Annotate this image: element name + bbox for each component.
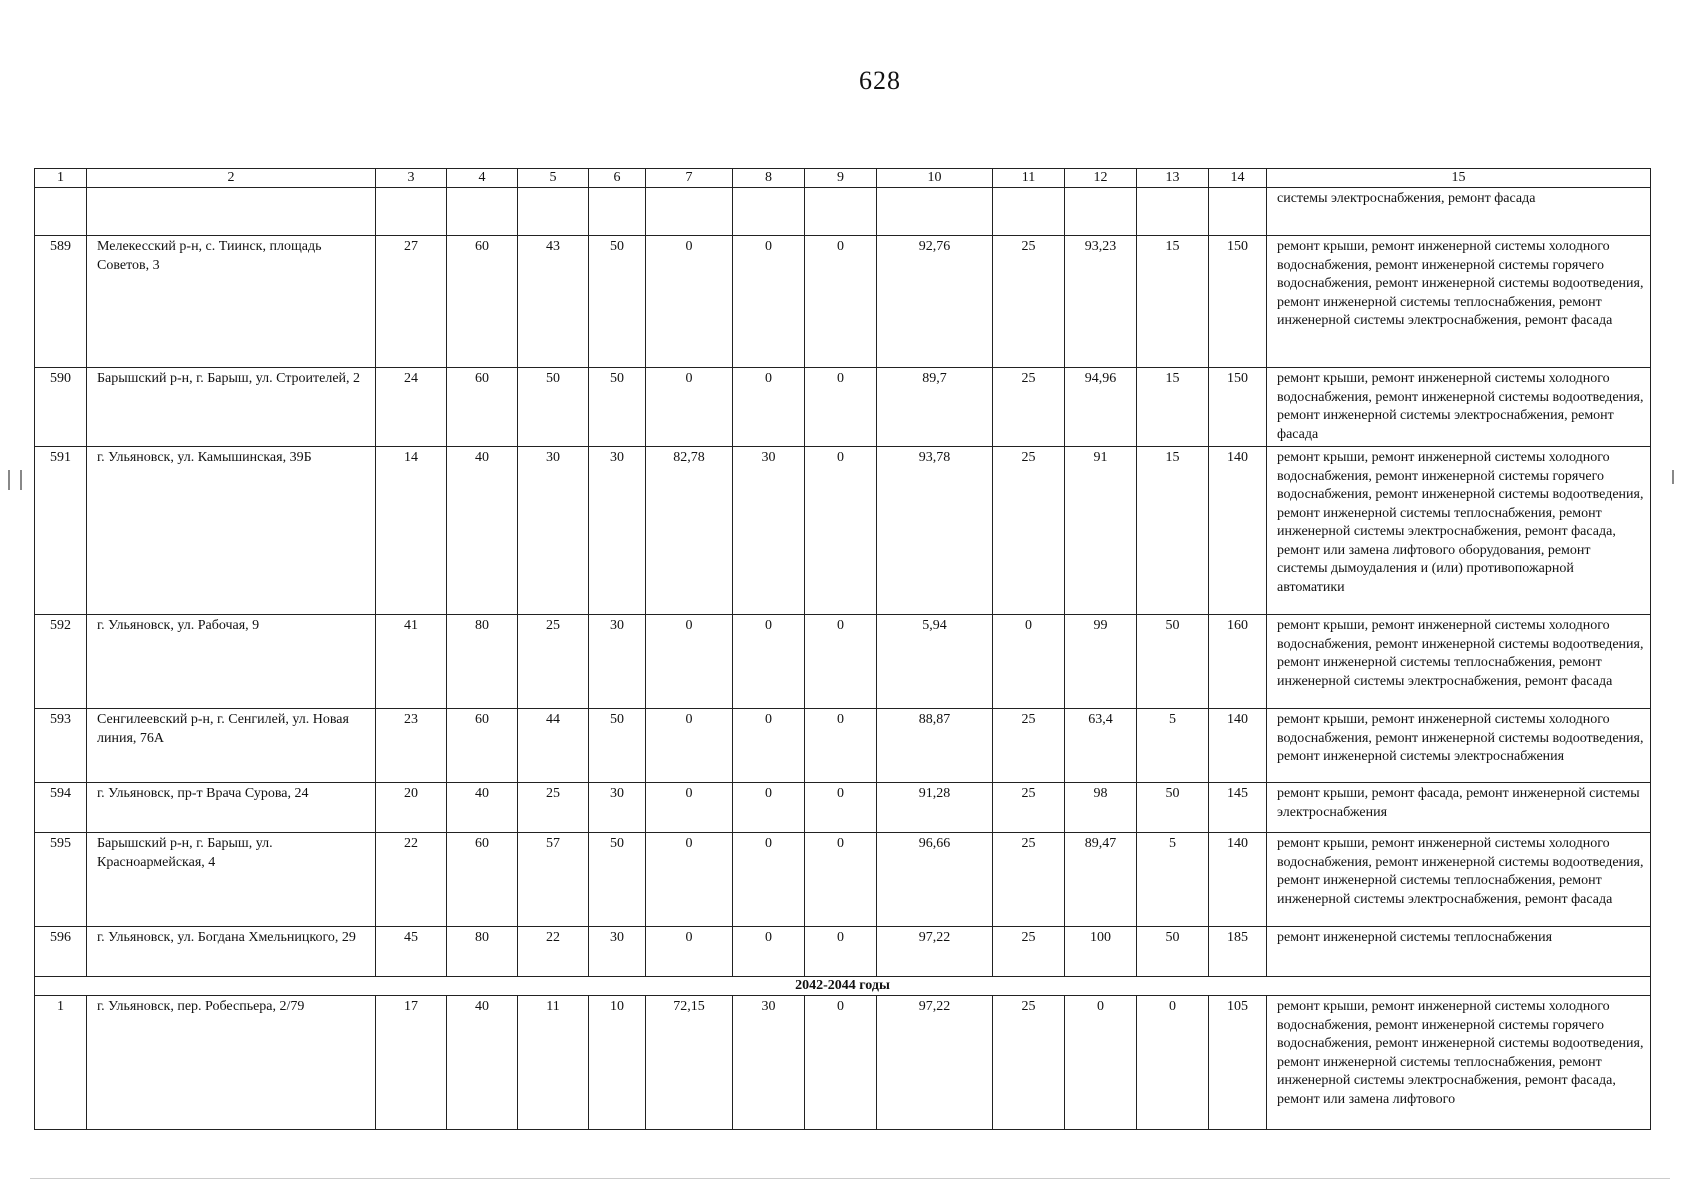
value-cell: 0 bbox=[646, 783, 733, 833]
address-cell: г. Ульяновск, ул. Камышинская, 39Б bbox=[87, 447, 376, 615]
value-cell: 25 bbox=[993, 236, 1065, 368]
value-cell: 50 bbox=[589, 236, 646, 368]
value-cell: 93,78 bbox=[877, 447, 993, 615]
row-number-cell: 592 bbox=[35, 615, 87, 709]
address-cell: г. Ульяновск, пер. Робеспьера, 2/79 bbox=[87, 996, 376, 1130]
column-header: 1 bbox=[35, 169, 87, 188]
row-number-cell: 594 bbox=[35, 783, 87, 833]
value-cell: 43 bbox=[518, 236, 589, 368]
section-row bbox=[35, 977, 1651, 996]
value-cell: 50 bbox=[518, 368, 589, 447]
value-cell: 30 bbox=[589, 927, 646, 977]
continuation-works-cell: системы электроснабжения, ремонт фасада bbox=[1267, 188, 1651, 236]
value-cell: 25 bbox=[993, 368, 1065, 447]
value-cell: 0 bbox=[646, 615, 733, 709]
table-row bbox=[35, 833, 1651, 927]
value-cell: 40 bbox=[447, 783, 518, 833]
value-cell: 30 bbox=[733, 447, 805, 615]
value-cell: 40 bbox=[447, 996, 518, 1130]
address-cell: Барышский р-н, г. Барыш, ул. Строителей, 2 bbox=[87, 368, 376, 447]
column-header: 11 bbox=[993, 169, 1065, 188]
value-cell: 14 bbox=[376, 447, 447, 615]
column-header: 5 bbox=[518, 169, 589, 188]
column-header: 12 bbox=[1065, 169, 1137, 188]
value-cell: 15 bbox=[1137, 236, 1209, 368]
value-cell: 0 bbox=[733, 709, 805, 783]
value-cell: 94,96 bbox=[1065, 368, 1137, 447]
row-number-cell: 591 bbox=[35, 447, 87, 615]
value-cell: 50 bbox=[1137, 615, 1209, 709]
value-cell: 25 bbox=[993, 783, 1065, 833]
value-cell: 80 bbox=[447, 927, 518, 977]
table-row bbox=[35, 709, 1651, 783]
value-cell: 92,76 bbox=[877, 236, 993, 368]
repair-register-table bbox=[34, 168, 1651, 1130]
value-cell: 5 bbox=[1137, 833, 1209, 927]
value-cell: 30 bbox=[733, 996, 805, 1130]
column-header: 13 bbox=[1137, 169, 1209, 188]
works-cell: ремонт крыши, ремонт инженерной системы холодного водоснабжения, ремонт инженерной системы горячего водоснабжения, ремонт инженерной системы водоотведения, ремонт инженерной системы теплоснабжения, ремонт инженерной системы электроснабжения, ремонт фасада, ремонт или замена лифтового оборудования, ремонт системы дымоудаления и (или) противопожарной автоматики bbox=[1267, 447, 1651, 615]
value-cell: 80 bbox=[447, 615, 518, 709]
value-cell: 30 bbox=[589, 447, 646, 615]
scan-mark bbox=[20, 470, 22, 490]
value-cell: 0 bbox=[733, 615, 805, 709]
section-title: 2042-2044 годы bbox=[35, 977, 1651, 996]
column-header: 10 bbox=[877, 169, 993, 188]
value-cell: 25 bbox=[993, 996, 1065, 1130]
works-cell: ремонт крыши, ремонт инженерной системы холодного водоснабжения, ремонт инженерной системы водоотведения, ремонт инженерной системы электроснабжения bbox=[1267, 709, 1651, 783]
value-cell: 27 bbox=[376, 236, 447, 368]
table-row bbox=[35, 615, 1651, 709]
value-cell: 0 bbox=[993, 615, 1065, 709]
value-cell: 0 bbox=[646, 368, 733, 447]
column-header: 4 bbox=[447, 169, 518, 188]
value-cell: 15 bbox=[1137, 447, 1209, 615]
value-cell: 5,94 bbox=[877, 615, 993, 709]
value-cell: 0 bbox=[805, 996, 877, 1130]
value-cell: 50 bbox=[589, 368, 646, 447]
row-number-cell: 596 bbox=[35, 927, 87, 977]
value-cell: 91 bbox=[1065, 447, 1137, 615]
value-cell: 185 bbox=[1209, 927, 1267, 977]
value-cell: 96,66 bbox=[877, 833, 993, 927]
works-cell: ремонт крыши, ремонт инженерной системы холодного водоснабжения, ремонт инженерной системы водоотведения, ремонт инженерной системы теплоснабжения, ремонт инженерной системы электроснабжения, ремонт фасада bbox=[1267, 833, 1651, 927]
value-cell: 23 bbox=[376, 709, 447, 783]
column-header: 2 bbox=[87, 169, 376, 188]
value-cell: 50 bbox=[589, 709, 646, 783]
value-cell: 0 bbox=[733, 783, 805, 833]
table-row bbox=[35, 927, 1651, 977]
value-cell: 30 bbox=[589, 783, 646, 833]
works-cell: ремонт инженерной системы теплоснабжения bbox=[1267, 927, 1651, 977]
value-cell: 0 bbox=[646, 927, 733, 977]
column-header: 7 bbox=[646, 169, 733, 188]
value-cell: 25 bbox=[993, 709, 1065, 783]
value-cell: 72,15 bbox=[646, 996, 733, 1130]
value-cell: 140 bbox=[1209, 833, 1267, 927]
value-cell: 0 bbox=[646, 833, 733, 927]
table-row bbox=[35, 447, 1651, 615]
value-cell: 0 bbox=[733, 236, 805, 368]
value-cell: 40 bbox=[447, 447, 518, 615]
value-cell: 97,22 bbox=[877, 927, 993, 977]
address-cell: Мелекесский р-н, с. Тиинск, площадь Советов, 3 bbox=[87, 236, 376, 368]
value-cell: 24 bbox=[376, 368, 447, 447]
value-cell: 99 bbox=[1065, 615, 1137, 709]
value-cell: 140 bbox=[1209, 447, 1267, 615]
value-cell: 0 bbox=[646, 236, 733, 368]
value-cell: 50 bbox=[1137, 783, 1209, 833]
table-row bbox=[35, 996, 1651, 1130]
scan-mark bbox=[30, 1178, 1670, 1179]
address-cell: Сенгилеевский р-н, г. Сенгилей, ул. Новая линия, 76А bbox=[87, 709, 376, 783]
address-cell: г. Ульяновск, ул. Богдана Хмельницкого, 29 bbox=[87, 927, 376, 977]
continuation-row bbox=[35, 188, 1651, 236]
value-cell: 89,7 bbox=[877, 368, 993, 447]
value-cell: 57 bbox=[518, 833, 589, 927]
value-cell: 60 bbox=[447, 833, 518, 927]
row-number-cell: 589 bbox=[35, 236, 87, 368]
column-header: 15 bbox=[1267, 169, 1651, 188]
value-cell: 17 bbox=[376, 996, 447, 1130]
scan-mark bbox=[8, 470, 10, 490]
value-cell: 50 bbox=[589, 833, 646, 927]
value-cell: 0 bbox=[805, 615, 877, 709]
table-row bbox=[35, 236, 1651, 368]
value-cell: 30 bbox=[518, 447, 589, 615]
row-number-cell: 590 bbox=[35, 368, 87, 447]
value-cell: 0 bbox=[733, 927, 805, 977]
works-cell: ремонт крыши, ремонт инженерной системы холодного водоснабжения, ремонт инженерной системы горячего водоснабжения, ремонт инженерной системы водоотведения, ремонт инженерной системы теплоснабжения, ремонт инженерной системы электроснабжения, ремонт фасада, ремонт или замена лифтового bbox=[1267, 996, 1651, 1130]
value-cell: 89,47 bbox=[1065, 833, 1137, 927]
value-cell: 63,4 bbox=[1065, 709, 1137, 783]
page-number: 628 bbox=[859, 66, 901, 95]
value-cell: 11 bbox=[518, 996, 589, 1130]
works-cell: ремонт крыши, ремонт инженерной системы холодного водоснабжения, ремонт инженерной системы водоотведения, ремонт инженерной системы электроснабжения, ремонт фасада bbox=[1267, 368, 1651, 447]
value-cell: 60 bbox=[447, 709, 518, 783]
table-row bbox=[35, 368, 1651, 447]
value-cell: 97,22 bbox=[877, 996, 993, 1130]
value-cell: 105 bbox=[1209, 996, 1267, 1130]
value-cell: 25 bbox=[993, 447, 1065, 615]
value-cell: 150 bbox=[1209, 368, 1267, 447]
column-number-row bbox=[35, 169, 1651, 188]
rows-before-section bbox=[35, 236, 1651, 977]
row-number-cell: 595 bbox=[35, 833, 87, 927]
value-cell: 100 bbox=[1065, 927, 1137, 977]
column-header: 9 bbox=[805, 169, 877, 188]
value-cell: 25 bbox=[993, 833, 1065, 927]
value-cell: 41 bbox=[376, 615, 447, 709]
value-cell: 25 bbox=[518, 615, 589, 709]
value-cell: 0 bbox=[805, 833, 877, 927]
address-cell: Барышский р-н, г. Барыш, ул. Красноармейская, 4 bbox=[87, 833, 376, 927]
value-cell: 0 bbox=[1065, 996, 1137, 1130]
value-cell: 88,87 bbox=[877, 709, 993, 783]
value-cell: 25 bbox=[518, 783, 589, 833]
value-cell: 60 bbox=[447, 368, 518, 447]
address-cell: г. Ульяновск, пр-т Врача Сурова, 24 bbox=[87, 783, 376, 833]
value-cell: 0 bbox=[805, 927, 877, 977]
rows-after-section bbox=[35, 996, 1651, 1130]
value-cell: 145 bbox=[1209, 783, 1267, 833]
value-cell: 82,78 bbox=[646, 447, 733, 615]
value-cell: 150 bbox=[1209, 236, 1267, 368]
value-cell: 20 bbox=[376, 783, 447, 833]
value-cell: 91,28 bbox=[877, 783, 993, 833]
value-cell: 0 bbox=[646, 709, 733, 783]
value-cell: 93,23 bbox=[1065, 236, 1137, 368]
value-cell: 160 bbox=[1209, 615, 1267, 709]
row-number-cell: 1 bbox=[35, 996, 87, 1130]
column-header: 14 bbox=[1209, 169, 1267, 188]
value-cell: 22 bbox=[518, 927, 589, 977]
works-cell: ремонт крыши, ремонт фасада, ремонт инженерной системы электроснабжения bbox=[1267, 783, 1651, 833]
value-cell: 25 bbox=[993, 927, 1065, 977]
value-cell: 98 bbox=[1065, 783, 1137, 833]
value-cell: 0 bbox=[805, 368, 877, 447]
value-cell: 0 bbox=[805, 236, 877, 368]
value-cell: 0 bbox=[1137, 996, 1209, 1130]
value-cell: 0 bbox=[805, 783, 877, 833]
value-cell: 30 bbox=[589, 615, 646, 709]
column-header: 8 bbox=[733, 169, 805, 188]
value-cell: 50 bbox=[1137, 927, 1209, 977]
address-cell: г. Ульяновск, ул. Рабочая, 9 bbox=[87, 615, 376, 709]
table-row bbox=[35, 783, 1651, 833]
row-number-cell: 593 bbox=[35, 709, 87, 783]
works-cell: ремонт крыши, ремонт инженерной системы холодного водоснабжения, ремонт инженерной системы горячего водоснабжения, ремонт инженерной системы водоотведения, ремонт инженерной системы теплоснабжения, ремонт инженерной системы электроснабжения, ремонт фасада bbox=[1267, 236, 1651, 368]
value-cell: 0 bbox=[733, 368, 805, 447]
value-cell: 60 bbox=[447, 236, 518, 368]
value-cell: 15 bbox=[1137, 368, 1209, 447]
works-cell: ремонт крыши, ремонт инженерной системы холодного водоснабжения, ремонт инженерной системы водоотведения, ремонт инженерной системы теплоснабжения, ремонт инженерной системы электроснабжения, ремонт фасада bbox=[1267, 615, 1651, 709]
value-cell: 44 bbox=[518, 709, 589, 783]
column-header: 6 bbox=[589, 169, 646, 188]
value-cell: 5 bbox=[1137, 709, 1209, 783]
value-cell: 140 bbox=[1209, 709, 1267, 783]
value-cell: 45 bbox=[376, 927, 447, 977]
value-cell: 0 bbox=[805, 709, 877, 783]
value-cell: 10 bbox=[589, 996, 646, 1130]
value-cell: 22 bbox=[376, 833, 447, 927]
value-cell: 0 bbox=[733, 833, 805, 927]
value-cell: 0 bbox=[805, 447, 877, 615]
column-header: 3 bbox=[376, 169, 447, 188]
scan-mark bbox=[1672, 470, 1674, 484]
